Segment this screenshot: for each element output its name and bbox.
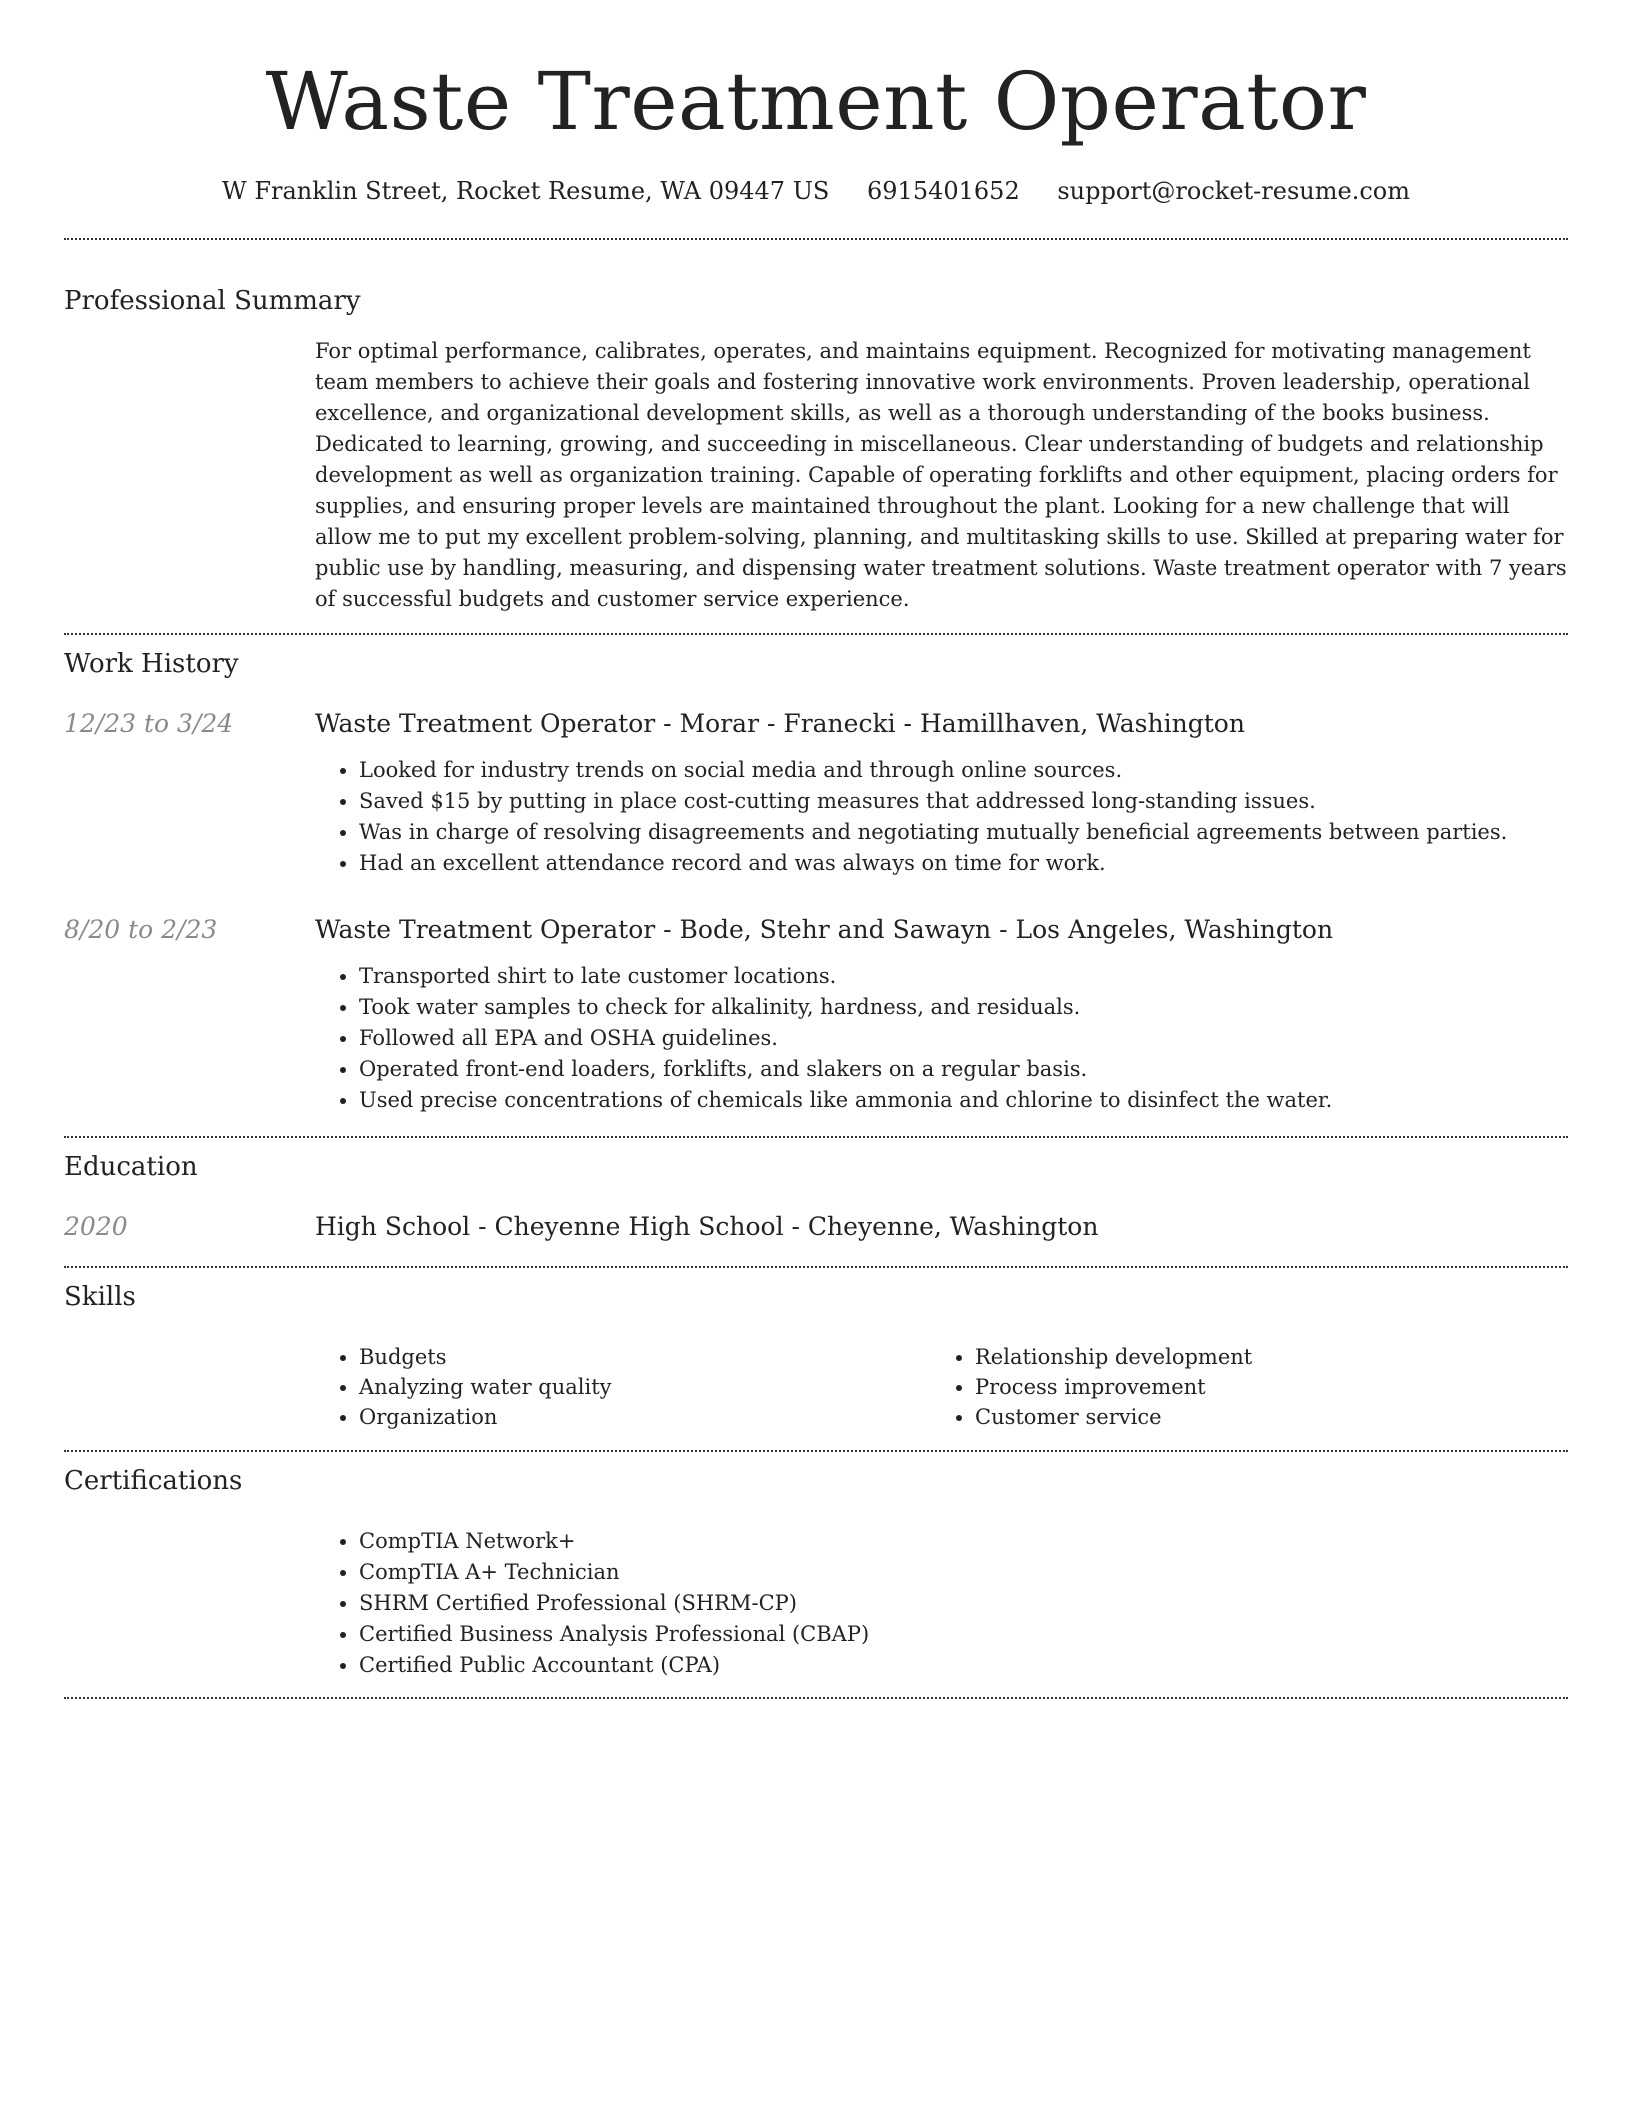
section-divider xyxy=(64,1697,1568,1699)
certifications-heading: Certifications xyxy=(64,1466,243,1496)
job-bullet: • Transported shirt to late customer locations. xyxy=(359,961,1568,992)
contact-email: support@rocket-resume.com xyxy=(1057,177,1410,205)
summary-text: For optimal performance, calibrates, operates, and maintains equipment. Recognized for motivating management team members to achieve their goals and fostering innovative work environments. Proven leadership, operational excellence, and organizational development skills, as well as a thorough understanding of the books business. Dedicated to learning, growing, and succeeding in miscellaneous. Clear understanding of budgets and relationship development as well as organization training. Capable of operating forklifts and other equipment, placing orders for supplies, and ensuring proper levels are maintained throughout the plant. Looking for a new challenge that will allow me to put my excellent problem-solving, planning, and multitasking skills to use. Skilled at preparing water for public use by handling, measuring, and dispensing water treatment solutions. Waste treatment operator with 7 years of successful budgets and customer service experience. xyxy=(315,339,1567,611)
skills-columns xyxy=(315,1342,1568,1432)
education-title-line xyxy=(315,1210,1568,1244)
job-position: Waste Treatment Operator xyxy=(315,709,656,738)
section-divider xyxy=(64,633,1568,635)
job-company-location: - Morar - Franecki - Hamillhaven, Washington xyxy=(655,709,1245,738)
skills-heading: Skills xyxy=(64,1282,136,1312)
skill-item: • Process improvement xyxy=(975,1372,1547,1402)
resume-name: Waste Treatment Operator xyxy=(265,55,1367,148)
job-bullet: • Operated front-end loaders, forklifts, and slakers on a regular basis. xyxy=(359,1054,1568,1085)
education-school-location: - Cheyenne High School - Cheyenne, Washington xyxy=(470,1212,1099,1241)
job-entry xyxy=(64,913,1568,1116)
work-history-heading: Work History xyxy=(64,649,239,679)
skill-item: • Budgets xyxy=(359,1342,931,1372)
job-bullets xyxy=(315,755,1568,879)
education-heading: Education xyxy=(64,1152,198,1182)
job-company-location: - Bode, Stehr and Sawayn - Los Angeles, Washington xyxy=(655,915,1334,944)
certification-item: • SHRM Certified Professional (SHRM-CP) xyxy=(359,1588,1568,1619)
certification-item: • Certified Business Analysis Professional (CBAP) xyxy=(359,1619,1568,1650)
certifications-list xyxy=(315,1526,1568,1681)
education-degree: High School xyxy=(315,1212,471,1241)
certification-item: • CompTIA Network+ xyxy=(359,1526,1568,1557)
job-title-line xyxy=(315,707,1568,741)
job-bullet: • Was in charge of resolving disagreements and negotiating mutually beneficial agreements between parties. xyxy=(359,817,1568,848)
job-body xyxy=(315,913,1568,1116)
education-body xyxy=(315,1210,1568,1244)
skill-item: • Relationship development xyxy=(975,1342,1547,1372)
skill-item: • Organization xyxy=(359,1402,931,1432)
skills-list-left xyxy=(315,1342,931,1432)
summary-heading: Professional Summary xyxy=(64,286,361,316)
certification-item: • Certified Public Accountant (CPA) xyxy=(359,1650,1568,1681)
section-divider xyxy=(64,238,1568,240)
job-bullet: • Took water samples to check for alkalinity, hardness, and residuals. xyxy=(359,992,1568,1023)
job-bullet: • Looked for industry trends on social media and through online sources. xyxy=(359,755,1568,786)
job-bullet: • Followed all EPA and OSHA guidelines. xyxy=(359,1023,1568,1054)
contact-line xyxy=(64,174,1568,208)
job-dates: 8/20 to 2/23 xyxy=(64,915,218,944)
skill-item: • Analyzing water quality xyxy=(359,1372,931,1402)
job-bullet: • Used precise concentrations of chemicals like ammonia and chlorine to disinfect the water. xyxy=(359,1085,1568,1116)
skill-item: • Customer service xyxy=(975,1402,1547,1432)
education-year: 2020 xyxy=(64,1212,128,1241)
skills-list-right xyxy=(931,1342,1547,1432)
contact-address: W Franklin Street, Rocket Resume, WA 09447 US xyxy=(222,177,830,205)
section-divider xyxy=(64,1450,1568,1452)
job-bullets xyxy=(315,961,1568,1116)
job-entry xyxy=(64,707,1568,879)
job-bullet: • Had an excellent attendance record and was always on time for work. xyxy=(359,848,1568,879)
job-title-line xyxy=(315,913,1568,947)
job-body xyxy=(315,707,1568,879)
education-entry xyxy=(64,1210,1568,1244)
certification-item: • CompTIA A+ Technician xyxy=(359,1557,1568,1588)
section-divider xyxy=(64,1136,1568,1138)
job-bullet: • Saved $15 by putting in place cost-cutting measures that addressed long-standing issues. xyxy=(359,786,1568,817)
section-divider xyxy=(64,1266,1568,1268)
job-dates: 12/23 to 3/24 xyxy=(64,709,234,738)
contact-phone: 6915401652 xyxy=(867,177,1020,205)
job-position: Waste Treatment Operator xyxy=(315,915,656,944)
